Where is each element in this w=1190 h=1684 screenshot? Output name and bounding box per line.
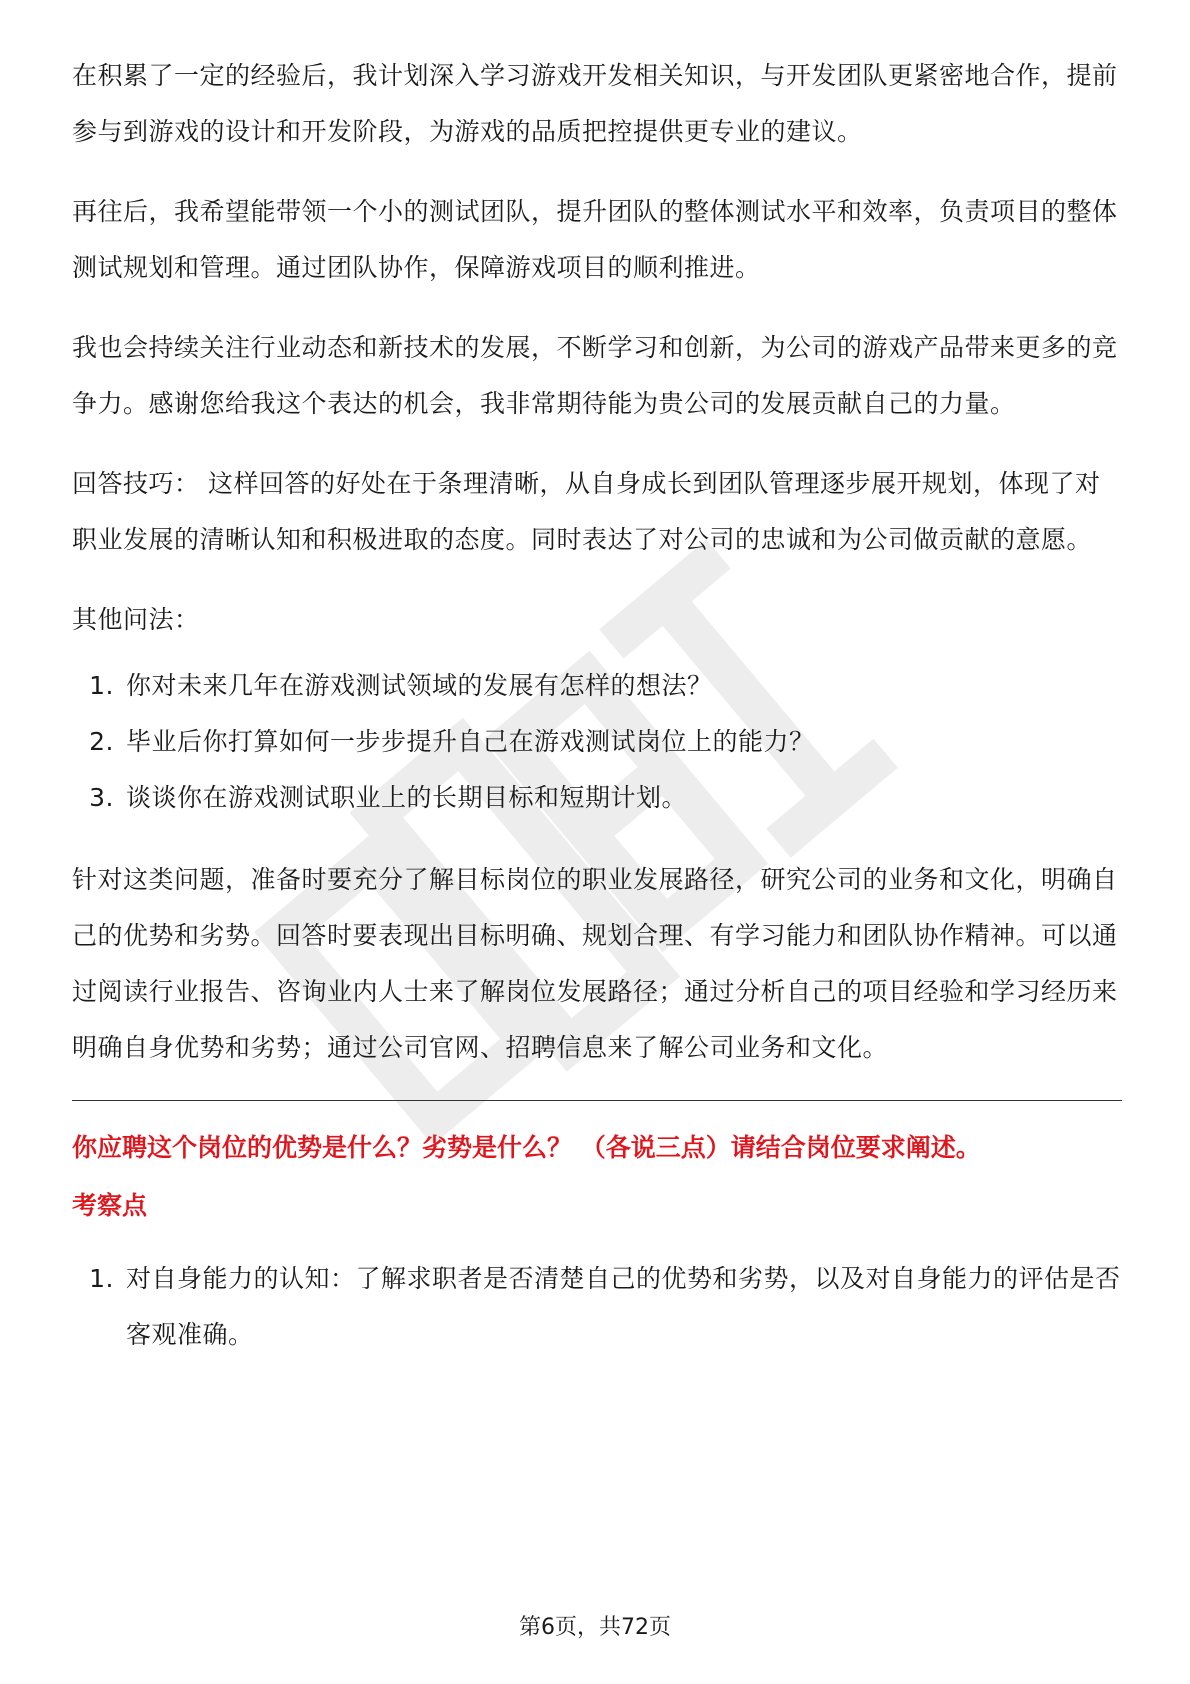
paragraph: 我也会持续关注行业动态和新技术的发展，不断学习和创新，为公司的游戏产品带来更多的竞争力。感谢您给我这个表达的机会，我非常期待能为贵公司的发展贡献自己的力量。: [72, 333, 1118, 418]
list-text: 毕业后你打算如何一步步提升自己在游戏测试岗位上的能力？: [126, 727, 815, 756]
list-text: 谈谈你在游戏测试职业上的长期目标和短期计划。: [126, 783, 688, 812]
section-title: 考察点: [72, 1191, 148, 1220]
question-heading: 你应聘这个岗位的优势是什么？劣势是什么？ （各说三点）请结合岗位要求阐述。: [72, 1133, 981, 1162]
list-text: 对自身能力的认知：了解求职者是否清楚自己的优势和劣势，以及对自身能力的评估是否客观准确。: [126, 1264, 1121, 1349]
list-item: [72, 714, 1122, 770]
list-number: 2.: [89, 727, 114, 756]
list-number: 1.: [89, 1264, 114, 1293]
other-questions-list: [72, 658, 1122, 826]
list-text: 你对未来几年在游戏测试领域的发展有怎样的想法？: [126, 671, 713, 700]
list-item: [72, 770, 1122, 826]
paragraph: 在积累了一定的经验后，我计划深入学习游戏开发相关知识，与开发团队更紧密地合作，提前参与到游戏的设计和开发阶段，为游戏的品质把控提供更专业的建议。: [72, 61, 1118, 146]
list-number: 3.: [89, 783, 114, 812]
page-footer: 第6页，共72页: [519, 1615, 671, 1640]
main-content: [72, 48, 1122, 1389]
list-number: 1.: [89, 671, 114, 700]
other-questions-heading: 其他问法：: [72, 605, 200, 634]
list-item: [72, 658, 1122, 714]
section-divider: [72, 1100, 1122, 1101]
advice-paragraph: 针对这类问题，准备时要充分了解目标岗位的职业发展路径，研究公司的业务和文化，明确自己的优势和劣势。回答时要表现出目标明确、规划合理、有学习能力和团队协作精神。可以通过阅读行业报告、咨询业内人士来了解岗位发展路径；通过分析自己的项目经验和学习经历来明确自身优势和劣势；通过公司官网、招聘信息来了解公司业务和文化。: [72, 865, 1118, 1062]
answer-tips: 回答技巧： 这样回答的好处在于条理清晰，从自身成长到团队管理逐步展开规划，体现了对职业发展的清晰认知和积极进取的态度。同时表达了对公司的忠诚和为公司做贡献的意愿。: [72, 469, 1101, 554]
exam-points-list: [72, 1251, 1122, 1363]
paragraph: 再往后，我希望能带领一个小的测试团队，提升团队的整体测试水平和效率，负责项目的整体测试规划和管理。通过团队协作，保障游戏项目的顺利推进。: [72, 197, 1118, 282]
list-item: [72, 1251, 1122, 1363]
